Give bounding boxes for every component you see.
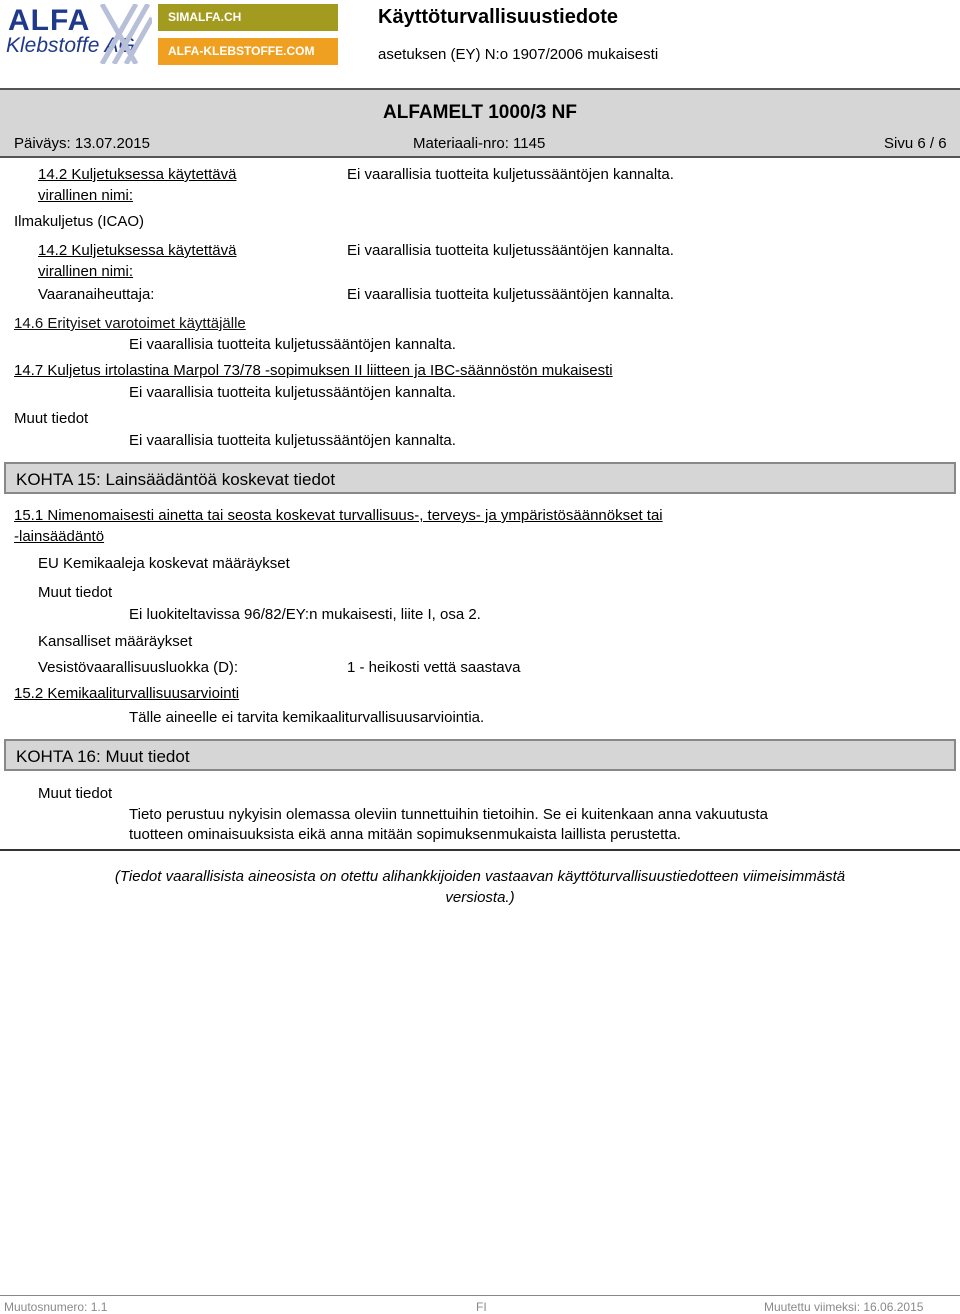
footer-revision: Muutosnumero: 1.1 [4, 1300, 108, 1314]
hazard-value: Ei vaarallisia tuotteita kuljetussääntöjen kannalta. [347, 286, 674, 303]
section-15-title: KOHTA 15: Lainsäädäntöä koskevat tiedot [16, 470, 336, 489]
s15-1-heading-line1: 15.1 Nimenomaisesti ainetta tai seosta koskevat turvallisuus-, terveys- ja ympäristösäännökset tai [14, 507, 663, 524]
s14-2-label-line2: virallinen nimi: [38, 187, 134, 204]
s16-text-line1: Tieto perustuu nykyisin olemassa oleviin tunnettuihin tietoihin. Se ei kuitenkaan anna vakuutusta [129, 806, 769, 823]
footer-modified: Muutettu viimeksi: 16.06.2015 [764, 1300, 924, 1314]
company-logo [4, 4, 152, 66]
s14-2-air-label-line2: virallinen nimi: [38, 263, 134, 280]
water-hazard-label: Vesistövaarallisuusluokka (D): [38, 659, 239, 676]
supplier-note-line1: (Tiedot vaarallisista aineosista on otettu alihankkijoiden vastaavan käyttöturvallisuustiedotteen viimeisimmästä [114, 868, 846, 885]
s15-2-heading: 15.2 Kemikaaliturvallisuusarviointi [14, 685, 240, 702]
s15-1-heading-line2: -lainsäädäntö [14, 528, 105, 545]
s15-other-label: Muut tiedot [38, 584, 113, 601]
section-16-title: KOHTA 16: Muut tiedot [16, 747, 190, 766]
s14-2-air-label-line1: 14.2 Kuljetuksessa käytettävä [38, 242, 237, 259]
tag-klebstoffe: ALFA-KLEBSTOFFE.COM [158, 38, 338, 65]
eu-regulations-heading: EU Kemikaaleja koskevat määräykset [38, 555, 290, 572]
supplier-note-line2: versiosta.) [445, 889, 515, 906]
tag-simalfa: SIMALFA.CH [158, 4, 338, 31]
product-name: ALFAMELT 1000/3 NF [383, 102, 577, 123]
date-label: Päiväys: 13.07.2015 [14, 135, 150, 152]
logo-alfa-text: ALFA [8, 4, 91, 37]
s14-6-value: Ei vaarallisia tuotteita kuljetussääntöjen kannalta. [129, 336, 456, 353]
supplier-note [80, 866, 880, 908]
water-hazard-value: 1 - heikosti vettä saastava [347, 659, 521, 676]
material-number: Materiaali-nro: 1145 [413, 135, 546, 152]
footer-divider [0, 1295, 960, 1296]
divider [0, 849, 960, 851]
s14-6-heading: 14.6 Erityiset varotoimet käyttäjälle [14, 315, 246, 332]
section-16-header [4, 739, 956, 771]
s15-2-value: Tälle aineelle ei tarvita kemikaaliturvallisuusarviointia. [129, 709, 485, 726]
s15-other-value: Ei luokiteltavissa 96/82/EY:n mukaisesti, liite I, osa 2. [129, 606, 481, 623]
hazard-label: Vaaranaiheuttaja: [38, 286, 155, 303]
s14-2-label-line1: 14.2 Kuljetuksessa käytettävä [38, 166, 237, 183]
s14-other-value: Ei vaarallisia tuotteita kuljetussääntöjen kannalta. [129, 432, 456, 449]
s14-other-label: Muut tiedot [14, 410, 89, 427]
air-transport-heading: Ilmakuljetus (ICAO) [14, 213, 145, 230]
s14-7-heading: 14.7 Kuljetus irtolastina Marpol 73/78 -sopimuksen II liitteen ja IBC-säännöstön mukaisesti [14, 362, 613, 379]
s16-text-line2: tuotteen ominaisuuksista eikä anna mitään sopimuksenmukaista laillista perustetta. [129, 826, 681, 843]
logo-klebstoffe-text: Klebstoffe AG [6, 34, 135, 57]
document-title: Käyttöturvallisuustiedote [378, 6, 619, 28]
logo-stripes-icon [96, 4, 152, 64]
s16-other-label: Muut tiedot [38, 785, 113, 802]
s14-2-value: Ei vaarallisia tuotteita kuljetussääntöjen kannalta. [347, 166, 674, 183]
national-regulations-heading: Kansalliset määräykset [38, 633, 193, 650]
s14-2-air-value: Ei vaarallisia tuotteita kuljetussääntöjen kannalta. [347, 242, 674, 259]
page-number: Sivu 6 / 6 [884, 135, 947, 152]
document-subtitle: asetuksen (EY) N:o 1907/2006 mukaisesti [378, 46, 659, 63]
section-15-header [4, 462, 956, 494]
footer-language: FI [476, 1300, 487, 1314]
s14-7-value: Ei vaarallisia tuotteita kuljetussääntöjen kannalta. [129, 384, 456, 401]
